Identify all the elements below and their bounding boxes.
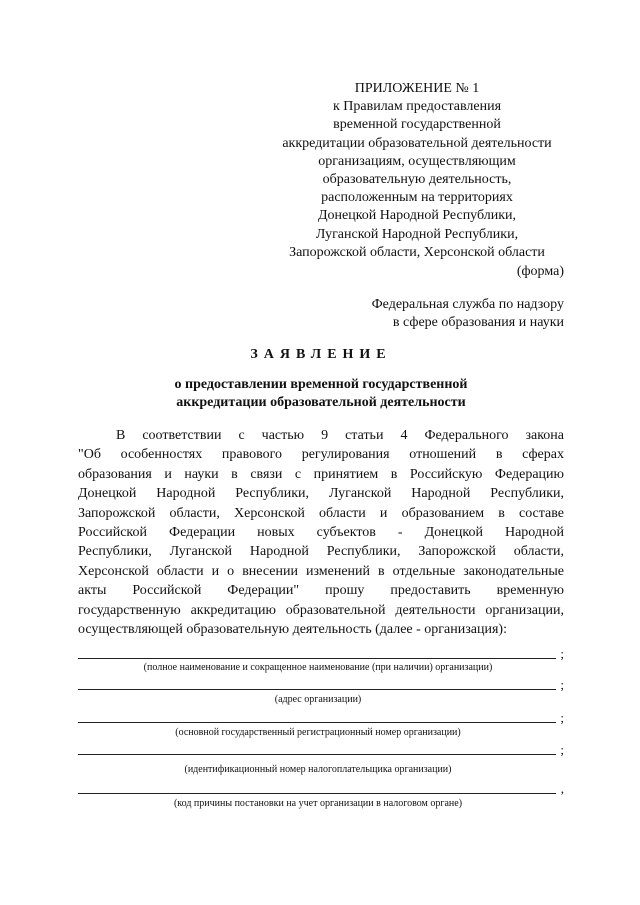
appendix-line: аккредитации образовательной деятельности: [282, 135, 552, 151]
subtitle-line: о предоставлении временной государственной: [174, 377, 468, 392]
organization-address-field[interactable]: [78, 676, 564, 692]
document-subtitle: [78, 376, 564, 412]
kpp-field[interactable]: [78, 780, 564, 796]
appendix-line: Луганской Народной Республики,: [315, 226, 519, 242]
body-line: Республики, Луганской Народной Республики, Запорожской области,: [78, 544, 564, 560]
appendix-line: Запорожской области, Херсонской области: [289, 244, 545, 260]
appendix-line: образовательную деятельность,: [322, 172, 512, 188]
fill-in-line[interactable]: [78, 658, 556, 659]
field-caption: (полное наименование и сокращенное наименование (при наличии) организации): [143, 662, 493, 673]
appendix-line: ПРИЛОЖЕНИЕ № 1: [354, 81, 480, 96]
fill-in-line[interactable]: [78, 722, 556, 723]
field-caption: (адрес организации): [274, 694, 362, 705]
field-punctuation: ,: [560, 781, 564, 796]
inn-field[interactable]: [78, 741, 564, 757]
ogrn-field[interactable]: [78, 709, 564, 725]
subtitle-line: аккредитации образовательной деятельности: [176, 395, 466, 411]
field-caption: (идентификационный номер налогоплательщика организации): [184, 764, 452, 775]
organization-name-field[interactable]: [78, 645, 564, 661]
body-line: Херсонской области и о внесении изменений в отдельные законодательные: [78, 563, 564, 579]
document-title: ЗАЯВЛЕНИЕ: [250, 347, 392, 362]
body-line: В соответствии с частью 9 статьи 4 Федерального закона: [116, 428, 564, 443]
field-caption: (код причины постановки на учет организации в налоговом органе): [173, 798, 463, 809]
field-caption: (основной государственный регистрационный номер организации): [175, 727, 461, 738]
field-punctuation: ;: [560, 742, 564, 757]
fill-in-line[interactable]: [78, 754, 556, 755]
appendix-line: расположенным на территориях: [321, 190, 513, 206]
body-line: Запорожской области, Херсонской области и образованием в составе: [78, 505, 564, 521]
body-line: образования и науки в связи с принятием в Российскую Федерацию: [78, 466, 564, 482]
appendix-line: временной государственной: [333, 117, 501, 133]
field-punctuation: ;: [560, 710, 564, 725]
body-line: акты Российской Федерации" прошу предоставить временную: [78, 583, 564, 599]
addressee-line: в сфере образования и науки: [392, 315, 564, 331]
appendix-line: к Правилам предоставления: [332, 99, 502, 115]
body-line: Российской Федерации новых субъектов - Донецкой Народной: [78, 525, 564, 541]
field-punctuation: ;: [560, 677, 564, 692]
field-punctuation: ;: [560, 646, 564, 661]
body-line: осуществляющей образовательную деятельность (далее - организация):: [78, 622, 507, 638]
form-label: (форма): [516, 264, 564, 279]
body-line: Донецкой Народной Республики, Луганской Народной Республики,: [78, 486, 564, 502]
addressee-block: [340, 296, 564, 332]
application-body: [78, 426, 564, 639]
appendix-block: [262, 80, 572, 262]
body-line: государственную аккредитацию образовательной деятельности организации,: [78, 602, 564, 618]
fill-in-line[interactable]: [78, 793, 556, 794]
addressee-line: Федеральная служба по надзору: [371, 297, 564, 312]
appendix-line: организациям, осуществляющим: [318, 153, 516, 169]
fill-in-line[interactable]: [78, 689, 556, 690]
body-line: "Об особенностях правового регулирования отношений в сферах: [78, 447, 564, 463]
appendix-line: Донецкой Народной Республики,: [317, 208, 517, 224]
